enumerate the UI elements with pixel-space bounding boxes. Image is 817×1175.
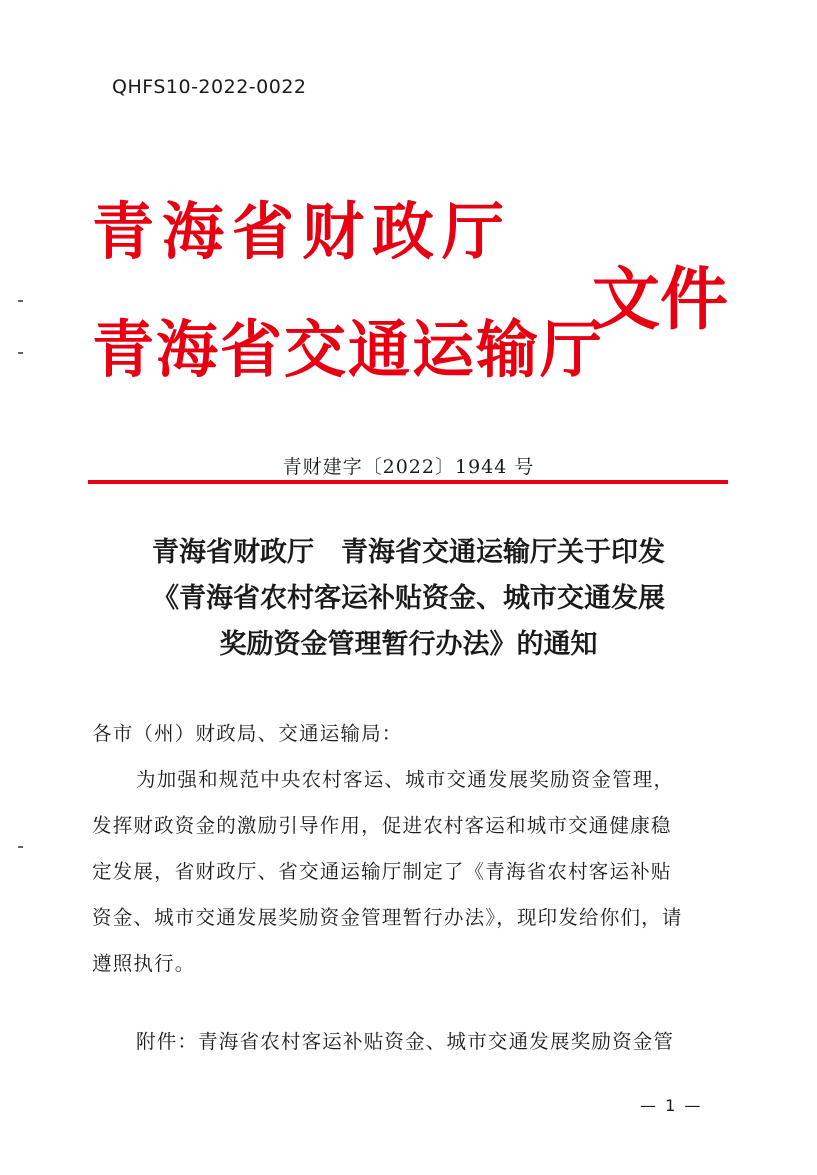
red-divider-rule (88, 480, 728, 484)
scan-speck (18, 300, 23, 302)
addressee: 各市（州）财政局、交通运输局： (92, 722, 403, 745)
scan-speck (18, 846, 23, 848)
body-line-1: 为加强和规范中央农村客运、城市交通发展奖励资金管理， (136, 768, 675, 791)
document-number: 青财建字〔2022〕1944 号 (282, 456, 535, 478)
attachment-line: 附件：青海省农村客运补贴资金、城市交通发展奖励资金管 (136, 1030, 675, 1053)
page-number: — 1 — (640, 1096, 703, 1115)
document-code: QHFS10-2022-0022 (112, 76, 307, 98)
notice-title-line-3: 奖励资金管理暂行办法》的通知 (219, 629, 598, 660)
body-line-4: 资金、城市交通发展奖励资金管理暂行办法》，现印发给你们，请 (92, 906, 683, 929)
body-line-2: 发挥财政资金的激励引导作用，促进农村客运和城市交通健康稳 (92, 814, 672, 837)
issuer-finance-department: 青海省财政厅 (92, 195, 513, 268)
notice-title-line-2: 《青海省农村客运补贴资金、城市交通发展 (152, 583, 665, 614)
body-line-3: 定发展，省财政厅、省交通运输厅制定了《青海省农村客运补贴 (92, 860, 672, 883)
body-line-5: 遵照执行。 (92, 952, 196, 975)
notice-title-line-1: 青海省财政厅 青海省交通运输厅关于印发 (152, 537, 665, 568)
issuer-suffix-wenjian: 文件 (592, 260, 729, 340)
issuer-transport-department: 青海省交通运输厅 (92, 313, 605, 386)
scan-speck (18, 352, 23, 354)
